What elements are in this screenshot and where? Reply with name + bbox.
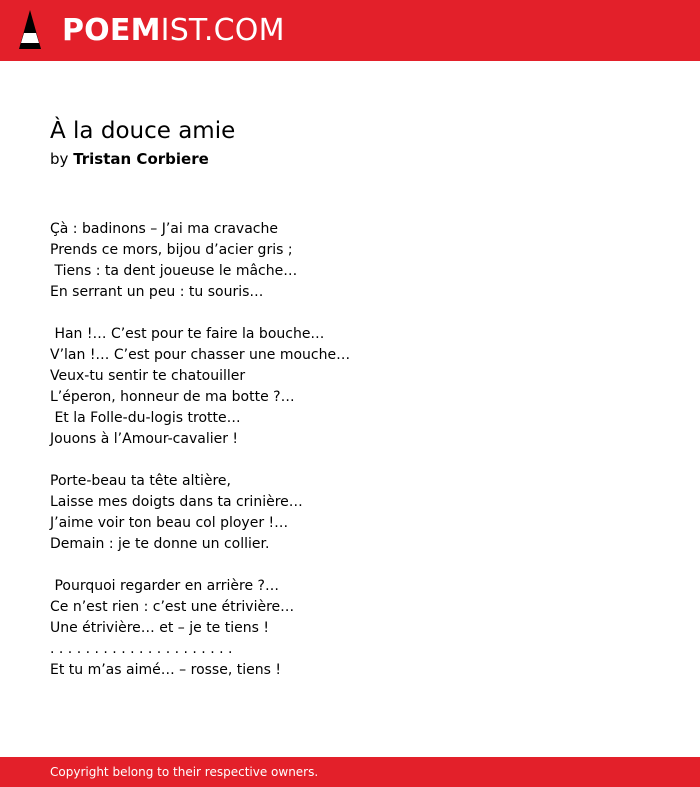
poem-line: Çà : badinons – J’ai ma cravache (50, 221, 278, 237)
poem-line: Demain : je te donne un collier. (50, 536, 270, 552)
poem-line: Une étrivière… et – je te tiens ! (50, 620, 269, 636)
poem-line: Prends ce mors, bijou d’acier gris ; (50, 242, 293, 258)
poem-line: Han !… C’est pour te faire la bouche… (50, 326, 325, 342)
poem-line: Jouons à l’Amour-cavalier ! (50, 431, 239, 447)
site-header (0, 0, 700, 61)
poem-line: Pourquoi regarder en arrière ?… (50, 578, 279, 594)
poem-line: Et la Folle-du-logis trotte… (50, 410, 241, 426)
logo-text-bold: POEM (62, 13, 161, 48)
poem-line: Laisse mes doigts dans ta crinière… (50, 494, 303, 510)
poem-line: En serrant un peu : tu souris… (50, 284, 264, 300)
poem-line: Tiens : ta dent joueuse le mâche… (50, 263, 298, 279)
poem-line: Et tu m’as aimé… – rosse, tiens ! (50, 662, 281, 678)
byline-prefix: by (50, 150, 69, 168)
logo-text-light: IST.COM (160, 13, 285, 48)
poem-line: V’lan !… C’est pour chasser une mouche… (50, 347, 351, 363)
poem-byline (50, 149, 209, 169)
poem-title: À la douce amie (50, 118, 236, 144)
poem-line: Porte-beau ta tête altière, (50, 473, 231, 489)
site-logo-link[interactable] (62, 10, 285, 52)
copyright-notice: Copyright belong to their respective owners. (50, 765, 319, 779)
poem-stanza (50, 576, 670, 681)
poem-line: L’éperon, honneur de ma botte ?… (50, 389, 295, 405)
poem-author: Tristan Corbiere (73, 150, 209, 168)
poem-stanza (50, 471, 670, 555)
poem-line: J’aime voir ton beau col ployer !… (50, 515, 289, 531)
poem-line: . . . . . . . . . . . . . . . . . . . . . (50, 641, 233, 657)
poem-line: Ce n’est rien : c’est une étrivière… (50, 599, 295, 615)
poem-line: Veux-tu sentir te chatouiller (50, 368, 246, 384)
poem-stanza (50, 219, 670, 303)
poem-body (50, 219, 670, 702)
poem-stanza (50, 324, 670, 450)
pencil-tip-icon[interactable] (18, 9, 42, 51)
site-footer (0, 757, 700, 787)
